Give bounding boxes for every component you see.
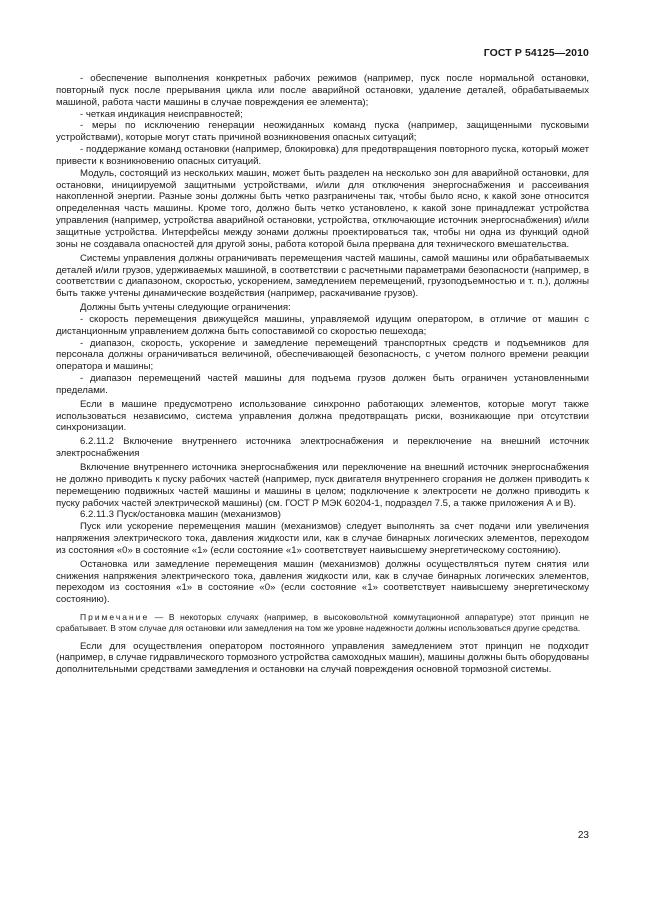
list-item-vehicle-limits: - диапазон, скорость, ускорение и замедление перемещений транспортных средств и подъемников для персонала должны ограничиваться величиной, обеспечивающей безопасность, с учетом полного времени реакции оператора и машины; bbox=[56, 337, 589, 373]
note-paragraph bbox=[56, 612, 589, 634]
paragraph-start-acceleration: Пуск или ускорение перемещения машин (механизмов) следует выполнять за счет подачи или увеличения напряжения электрического тока, давления жидкости или, как в случае бинарных логических элементов, переходом из состояния «0» в состояние «1» (если состояние «1» соответствует наивысшему энергетическому состоянию). bbox=[56, 521, 589, 556]
paragraph-restrictions-intro: Должны быть учтены следующие ограничения: bbox=[80, 302, 291, 314]
list-item-lifting-limits: - диапазон перемещений частей машины для подъема грузов должен быть ограничен установленными пределами. bbox=[56, 373, 589, 396]
section-heading-6-2-11-3: 6.2.11.3 Пуск/остановка машин (механизмов) bbox=[80, 509, 281, 521]
paragraph-zones: Модуль, состоящий из нескольких машин, может быть разделен на несколько зон для аварийной остановки, для остановки, инициируемой защитными устройствами, и/или для отключения энергоснабжения и рассеивания накопленной энергии. Разные зоны должны быть четко разграничены так, чтобы было ясно, к какой зоне относится определенная часть машины. Кроме того, должно быть четко установлено, к какой зоне принадлежат устройства управления (например, устройства аварийной остановки, устройства, отключающие источник энергоснабжения) и/или защитные устройства. Интерфейсы между зонами должны проектироваться так, чтобы ни одна из функций одной зоны не создавала опасностей для другой зоны, работа которой была прервана для технического вмешательства. bbox=[56, 167, 589, 250]
page-number: 23 bbox=[577, 830, 589, 841]
document-id: ГОСТ Р 54125—2010 bbox=[483, 47, 589, 59]
list-item-unexpected-start: - меры по исключению генерации неожиданных команд пуска (например, защищенными пусковыми устройствами), которые могут стать причиной возникновения опасных ситуаций; bbox=[56, 120, 589, 144]
list-item-fault-indication: - четкая индикация неисправностей; bbox=[80, 108, 243, 120]
paragraph-power-switching: Включение внутреннего источника энергоснабжения или переключение на внешний источник энергоснабжения не должно приводить к пуску рабочих частей (например, пуск двигателя внутреннего сгорания не должен приводить к перемещению подвижных частей машины и машины в целом; подключение к электросети не должно приводить к пуску рабочих частей электрической машины) (см. ГОСТ Р МЭК 60204-1, подраздел 7.5, а также приложения А и В). bbox=[56, 462, 589, 509]
paragraph-stop-deceleration: Остановка или замедление перемещения машин (механизмов) должны осуществляться путем снятия или снижения напряжения электрического тока, давления жидкости или, как в случае бинарных логических элементов, переходом из состояния «1» в состояние «0» (если состояние «1» соответствует наивысшему энергетическому состоянию). bbox=[56, 558, 589, 606]
list-item-pedestrian-speed: - скорость перемещения движущейся машины, управляемой идущим оператором, в отличие от машин с дистанционным управлением должна быть сопоставимой со скоростью пешехода; bbox=[56, 313, 589, 337]
document-header bbox=[484, 47, 589, 59]
section-heading-6-2-11-2: 6.2.11.2 Включение внутреннего источника электроснабжения и переключение на внешний источник электроснабжения bbox=[56, 436, 589, 460]
paragraph-motion-limits: Системы управления должны ограничивать перемещения частей машины, самой машины или обрабатываемых деталей и/или грузов, удерживаемых машиной, в соответствии с расчетными параметрами безопасности (например, в соответствии с диапазоном, скоростью, ускорением, замедлением перемещений, грузоподъемностью и т. п.), должны быть также учтены динамические воздействия (например, раскачивание грузов). bbox=[56, 252, 589, 300]
note-text: — В некоторых случаях (например, в высоковольтной коммутационной аппаратуре) этот принцип не срабатывает. В этом случае для остановки или замедления на том же уровне надежности должны использоваться другие средства. bbox=[56, 612, 589, 634]
page-body bbox=[56, 73, 589, 676]
paragraph-braking: Если для осуществления оператором постоянного управления замедлением этот принцип не подходит (например, в случае гидравлического тормозного устройства самоходных машин), машины должны быть оборудованы дополнительными средствами замедления и остановки на случай повреждения основной тормозной системы. bbox=[56, 640, 589, 676]
list-item-stop-commands: - поддержание команд остановки (например, блокировка) для предотвращения повторного пуска, который может привести к возникновению опасных ситуаций. bbox=[56, 144, 589, 167]
paragraph-synchronization: Если в машине предусмотрено использование синхронно работающих элементов, которые могут также использоваться независимо, система управления должна предотвращать риски, возникающие при отсутствии синхронизации. bbox=[56, 398, 589, 434]
note-label: Примечание bbox=[80, 612, 150, 623]
list-item-work-modes: - обеспечение выполнения конкретных рабочих режимов (например, пуск после нормальной остановки, повторный пуск после прерывания цикла или после аварийной остановки, удаление деталей, обрабатываемых машиной, работа части машины в случае повреждения ее элемента); bbox=[56, 73, 589, 108]
